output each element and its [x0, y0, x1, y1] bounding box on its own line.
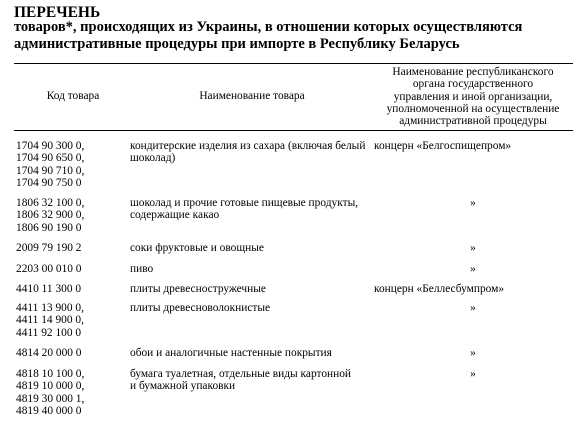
row-organization-ditto: »	[470, 242, 476, 254]
row-organization-ditto: »	[470, 263, 476, 275]
row-name: шоколад и прочие готовые пищевые продукты, содержащие какао	[130, 197, 359, 222]
row-name: пиво	[130, 263, 154, 275]
row-organization-ditto: »	[470, 302, 476, 314]
row-organization: концерн «Беллесбумпром»	[374, 283, 505, 295]
row-code: 4818 10 100 0, 4819 10 000 0, 4819 30 000 1, 4819 40 000 0	[16, 368, 85, 417]
document-subtitle: товаров*, происходящих из Украины, в отношении которых осуществляются административные процедуры при импорте в Республику Беларусь	[14, 19, 523, 52]
column-header-organization: Наименование республиканского органа государственного управления и иной организации, уполномоченной на осуществление административной процедуры	[386, 66, 560, 128]
row-name: обои и аналогичные настенные покрытия	[130, 347, 332, 359]
row-code: 4814 20 000 0	[16, 347, 82, 359]
row-organization-ditto: »	[470, 347, 476, 359]
row-name: плиты древесностружечные	[130, 283, 266, 295]
row-organization-ditto: »	[470, 368, 476, 380]
row-code: 1806 32 100 0, 1806 32 900 0, 1806 90 190 0	[16, 197, 85, 234]
column-header-code: Код товара	[46, 90, 100, 102]
row-code: 4411 13 900 0, 4411 14 900 0, 4411 92 100 0	[16, 302, 84, 339]
row-code: 1704 90 300 0, 1704 90 650 0, 1704 90 710 0, 1704 90 750 0	[16, 140, 85, 189]
row-code: 2009 79 190 2	[16, 242, 82, 254]
column-header-name: Наименование товара	[199, 90, 305, 102]
row-code: 4410 11 300 0	[16, 283, 82, 295]
row-name: соки фруктовые и овощные	[130, 242, 264, 254]
document-title: ПЕРЕЧЕНЬ	[14, 4, 101, 21]
row-organization-ditto: »	[470, 197, 476, 209]
row-code: 2203 00 010 0	[16, 263, 82, 275]
row-name: кондитерские изделия из сахара (включая белый шоколад)	[130, 140, 366, 165]
row-organization: концерн «Белгоспищепром»	[374, 140, 512, 152]
row-name: бумага туалетная, отдельные виды картонной и бумажной упаковки	[130, 368, 351, 393]
row-name: плиты древесноволокнистые	[130, 302, 271, 314]
